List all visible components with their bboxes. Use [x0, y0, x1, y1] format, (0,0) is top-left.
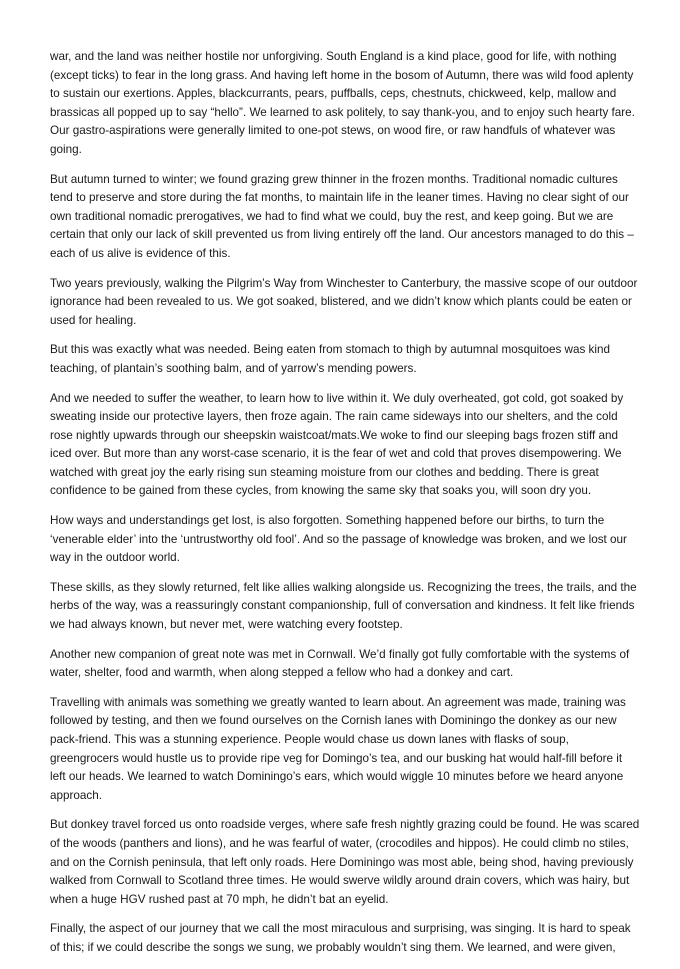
paragraph-5: And we needed to suffer the weather, to learn how to live within it. We duly overheated, got cold, got soaked by sweating inside our protective layers, then froze again. The rain came sideways into our shelters, and the cold rose nightly upwards through our sheepskin waistcoat/mats.We woke to find our sleeping bags frozen stiff and iced over. But more than any worst-case scenario, it is the fear of wet and cold that proves disempowering. We watched with great joy the early rising sun steaming moisture from our clothes and bedding. There is great confidence to be gained from these cycles, from knowing the same sky that soaks you, will soon dry you. [50, 391, 624, 498]
paragraph-6: How ways and understandings get lost, is also forgotten. Something happened before our births, to turn the ‘venerable elder’ into the ‘untrustworthy old fool’. And so the passage of knowledge was broken, and we lost our way in the outdoor world. [50, 514, 627, 565]
paragraph-10: But donkey travel forced us onto roadside verges, where safe fresh nightly grazing could be found. He was scared of the woods (panthers and lions), and he was fearful of water, (crocodiles and hippos). He could climb no stiles, and on the Cornish peninsula, that left only roads. Here Dominingo was most able, being shod, having previously walked from Cornwall to Scotland three times. He would swerve wildly around drain covers, which was hairy, but when a huge HGV rushed past at 70 mph, he didn’t bat an eyelid. [50, 818, 640, 906]
paragraph-3: Two years previously, walking the Pilgrim’s Way from Winchester to Canterbury, the massive scope of our outdoor ignorance had been revealed to us. We got soaked, blistered, and we didn’t know which plants could be eaten or used for healing. [50, 276, 638, 327]
paragraph-4: But this was exactly what was needed. Being eaten from stomach to thigh by autumnal mosquitoes was kind teaching, of plantain’s soothing balm, and of yarrow’s mending powers. [50, 343, 611, 375]
document-page [50, 48, 640, 969]
paragraph-1: war, and the land was neither hostile nor unforgiving. South England is a kind place, good for life, with nothing (except ticks) to fear in the long grass. And having left home in the bosom of Autumn, there was wild food aplenty to sustain our exertions. Apples, blackcurrants, pears, puffballs, ceps, chestnuts, chickweed, kelp, mallow and brassicas all popped up to say “hello”. We learned to ask politely, to say thank-you, and to enjoy such hearty fare. Our gastro-aspirations were generally limited to one-pot stews, on wood fire, or raw handfuls of whatever was going. [50, 50, 635, 156]
paragraph-11: Finally, the aspect of our journey that we call the most miraculous and surprising, was singing. It is hard to speak of this; if we could describe the songs we sung, we probably wouldn’t sing them. We learned, and were given, [50, 922, 631, 954]
paragraph-7: These skills, as they slowly returned, felt like allies walking alongside us. Recognizing the trees, the trails, and the herbs of the way, was a reassuringly constant companionship, full of conversation and kindness. It felt like friends we had always known, but never met, were watching every footstep. [50, 580, 637, 632]
paragraph-2: But autumn turned to winter; we found grazing grew thinner in the frozen months. Traditional nomadic cultures tend to preserve and store during the fat months, to maintain life in the leaner times. Having no clear sight of our own traditional nomadic prerogatives, we had to find what we could, buy the rest, and keep going. But we are certain that only our lack of skill prevented us from living entirely off the land. Our ancestors managed to do this – each of us alive is evidence of this. [50, 172, 634, 260]
paragraph-9: Travelling with animals was something we greatly wanted to learn about. An agreement was made, training was followed by testing, and then we found ourselves on the Cornish lanes with Dominingo the donkey as our new pack-friend. This was a stunning experience. People would chase us down lanes with flasks of soup, greengrocers would hustle us to provide ripe veg for Domingo’s tea, and our busking hat would half-fill before it left our heads. We learned to watch Dominingo’s ears, which would wiggle 10 minutes before we heard anyone approach. [50, 695, 626, 802]
paragraph-8: Another new companion of great note was met in Cornwall. We’d finally got fully comfortable with the systems of water, shelter, food and warmth, when along stepped a fellow who had a donkey and cart. [50, 647, 630, 680]
